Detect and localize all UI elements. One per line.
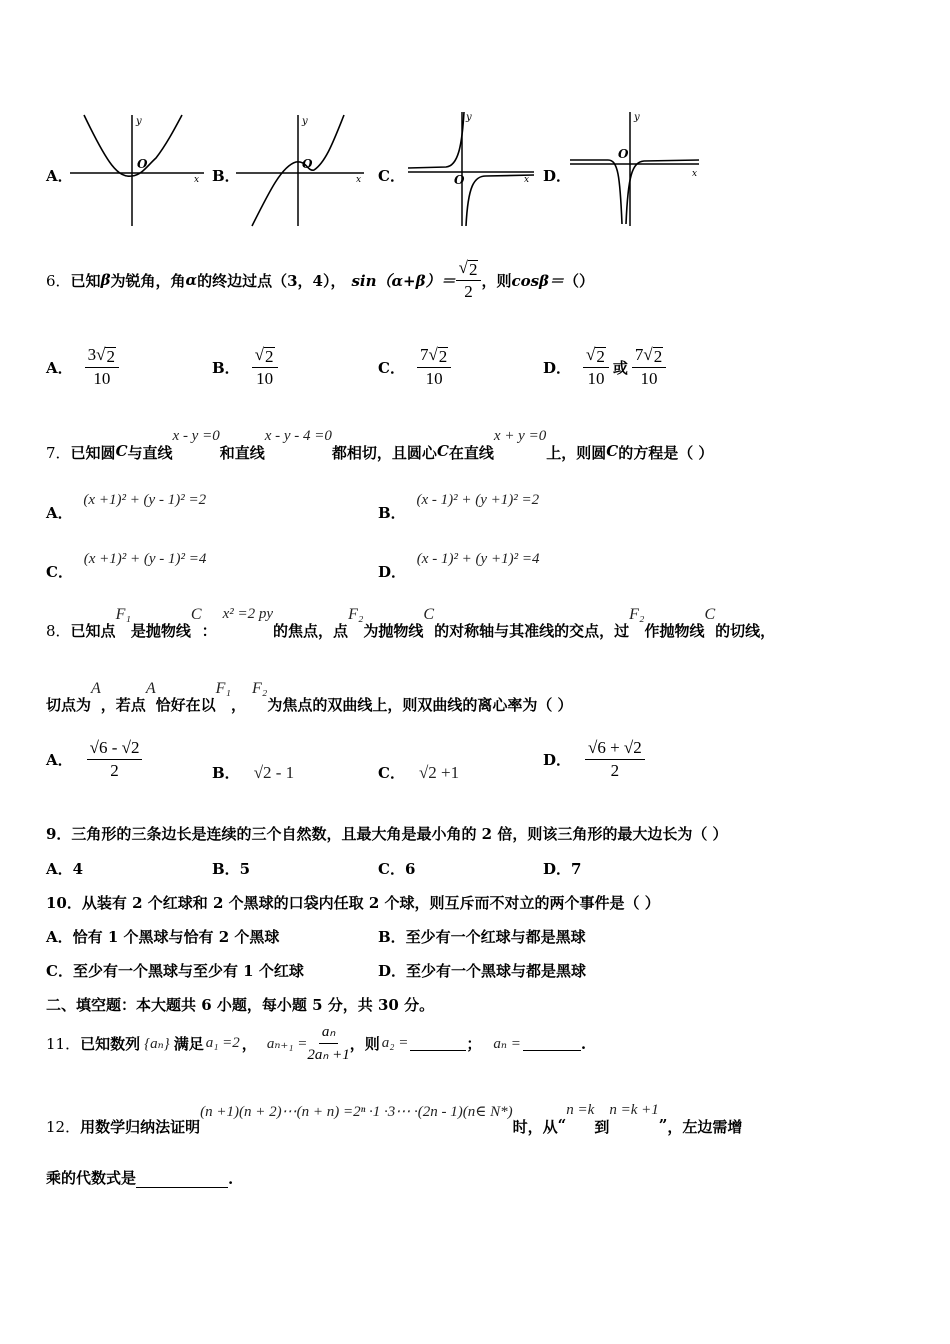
q6-text1: 已知 [70, 271, 101, 290]
curve-right [626, 160, 699, 224]
q5-graph-a [68, 110, 208, 230]
q8-option-d: D． $\frac{√6 + √2}{2}$ [543, 738, 645, 781]
q12-identity: (n +1)(n + 2)⋯(n + n) =2ⁿ ·1 ·3⋯ ·(2n - 1)(n∈ N*) [200, 1104, 513, 1120]
q8-option-a: A． $\frac{√6 - √2}{2}$ [46, 738, 142, 781]
y-label: y [634, 112, 640, 123]
q7-option-b: B． (x - 1)² + (y +1)² =2 [378, 492, 540, 522]
q6-option-d: D． √ 2 10 或 7 √ 2 10 [543, 345, 666, 389]
q6-option-a: A． 3 √ 2 10 [46, 345, 119, 389]
q6-option-a-value: 3 √ 2 10 [85, 345, 119, 389]
q6-text4: ，则 [481, 271, 512, 290]
q6-stem [46, 258, 594, 302]
q6-option-c: C． 7 √ 2 10 [378, 345, 451, 389]
q11-seq: {aₙ} [144, 1036, 170, 1052]
origin-label: O [137, 157, 148, 171]
q7-line1: x - y =0 [172, 428, 220, 444]
q5-option-c-label: C． [378, 167, 405, 185]
q12-stem-line2: 乘的代数式是 . [46, 1169, 234, 1188]
q6-alpha: α [185, 271, 198, 289]
q11-an: aₙ = [493, 1036, 521, 1052]
curve-left [570, 160, 622, 224]
q6-option-d-value1: √ 2 10 [583, 345, 609, 389]
q10-option-c: C．至少有一个黑球与至少有 1 个红球 [46, 962, 304, 980]
q12-stem-line1: 12． 用数学归纳法证明 (n +1)(n + 2)⋯(n + n) =2ⁿ ·1 ·3⋯ ·(2n - 1)(n∈ N*) 时，从 “ n =k 到 n =k +1 ” ，左边需增 [46, 1102, 743, 1136]
q5-graph-c [406, 106, 538, 230]
q12-blank[interactable] [136, 1171, 228, 1188]
y-label: y [466, 112, 472, 123]
q6-paren: （） [564, 271, 595, 290]
q8-option-b: B． √2 - 1 [212, 762, 295, 782]
q11-blank-an[interactable] [523, 1036, 581, 1051]
origin-label: O [618, 147, 629, 161]
q7-option-a: A． (x +1)² + (y - 1)² =2 [46, 492, 207, 522]
x-label: x [692, 169, 698, 179]
q6-cos-expr: cosβ＝ [511, 271, 564, 290]
q5-option-a-label: A． [46, 167, 73, 185]
y-label: y [302, 116, 308, 127]
q9-stem: 9．三角形的三条边长是连续的三个自然数，且最大角是最小角的 2 倍，则该三角形的最大边长为（ ） [46, 825, 728, 843]
q6-sqrt2-over-2: √ 2 2 [456, 258, 482, 302]
q6-option-d-value2: 7 √ 2 10 [632, 345, 666, 389]
q8-F2: F₂ [348, 606, 364, 623]
curve [84, 115, 182, 176]
q8-parabola: x² =2 py [222, 606, 274, 622]
q8-stem-line2: 切点为 A ，若点 A 恰好在以 F₁ ， F₂ 为焦点的双曲线上，则双曲线的离心率为（ ） [46, 680, 573, 714]
q11-stem: 11． 已知数列 {aₙ} 满足 a₁ =2 ， aₙ₊₁ = $\frac{\text{aₙ}}{\text{2aₙ +1}}$ ，则 a₂ = ； aₙ = . [46, 1024, 587, 1063]
q10-option-a: A．恰有 1 个黑球与恰有 2 个黑球 [46, 928, 280, 946]
q10-option-d: D．至少有一个黑球与都是黑球 [378, 962, 587, 980]
q8-stem-line1: 8． 已知点 F₁ 是抛物线 C ： x² =2 py 的焦点，点 F₂ 为抛物线 C 的对称轴与其准线的交点，过 F₂ 作抛物线 C 的切线， [46, 606, 776, 640]
q11-a1: a₁ =2 [205, 1035, 240, 1051]
x-label: x [524, 175, 530, 185]
q9-option-d: D．7 [543, 860, 582, 878]
q6-sin-expr: sin（α+β）＝ [351, 271, 456, 290]
q8-F1: F₁ [115, 606, 131, 623]
q7-line2: x - y - 4 =0 [264, 428, 332, 444]
q6-text3: 的终边过点（3，4）， [197, 271, 346, 290]
q10-option-b: B．至少有一个红球与都是黑球 [378, 928, 586, 946]
q6-number: 6． [46, 271, 71, 290]
q10-stem: 10．从装有 2 个红球和 2 个黑球的口袋内任取 2 个球，则互斥而不对立的两个事件是（ ） [46, 894, 660, 912]
q7-option-c: C． (x +1)² + (y - 1)² =4 [46, 551, 207, 581]
q5-graph-b [234, 110, 369, 230]
q8-option-c: C． √2 +1 [378, 762, 460, 782]
q6-beta: β [100, 271, 111, 289]
q6-option-b-value: √ 2 10 [252, 345, 278, 389]
q7-stem: 7． 已知圆 C 与直线 x - y =0 和直线 x - y - 4 =0 都相切，且圆心 C 在直线 x + y =0 上，则圆 C 的方程是（ ） [46, 428, 714, 462]
origin-label: O [454, 173, 465, 187]
q6-option-b: B． √ 2 10 [212, 345, 278, 389]
q7-line3: x + y =0 [493, 428, 547, 444]
origin-label: O [302, 157, 313, 171]
q7-option-d: D． (x - 1)² + (y +1)² =4 [378, 551, 540, 581]
curve-left [408, 112, 464, 168]
q11-a2: a₂ = [381, 1035, 409, 1051]
q9-option-a: A．4 [46, 860, 84, 878]
y-label: y [136, 116, 142, 127]
q9-option-c: C．6 [378, 860, 416, 878]
q6-option-c-value: 7 √ 2 10 [417, 345, 451, 389]
q11-rec-lhs: aₙ₊₁ = [266, 1036, 308, 1052]
q11-blank-a2[interactable] [410, 1036, 466, 1051]
x-label: x [194, 175, 200, 185]
q11-rec-frac: $\frac{\text{aₙ}}{\text{2aₙ +1}}$ [307, 1024, 350, 1063]
section-title: 二、填空题：本大题共 6 小题，每小题 5 分，共 30 分。 [46, 996, 435, 1014]
q9-option-b: B．5 [212, 860, 251, 878]
q6-text2: 为锐角，角 [110, 271, 186, 290]
q5-option-d-label: D． [543, 167, 572, 185]
q5-option-b-label: B． [212, 167, 240, 185]
q5-graph-d [568, 106, 703, 230]
x-label: x [356, 175, 362, 185]
